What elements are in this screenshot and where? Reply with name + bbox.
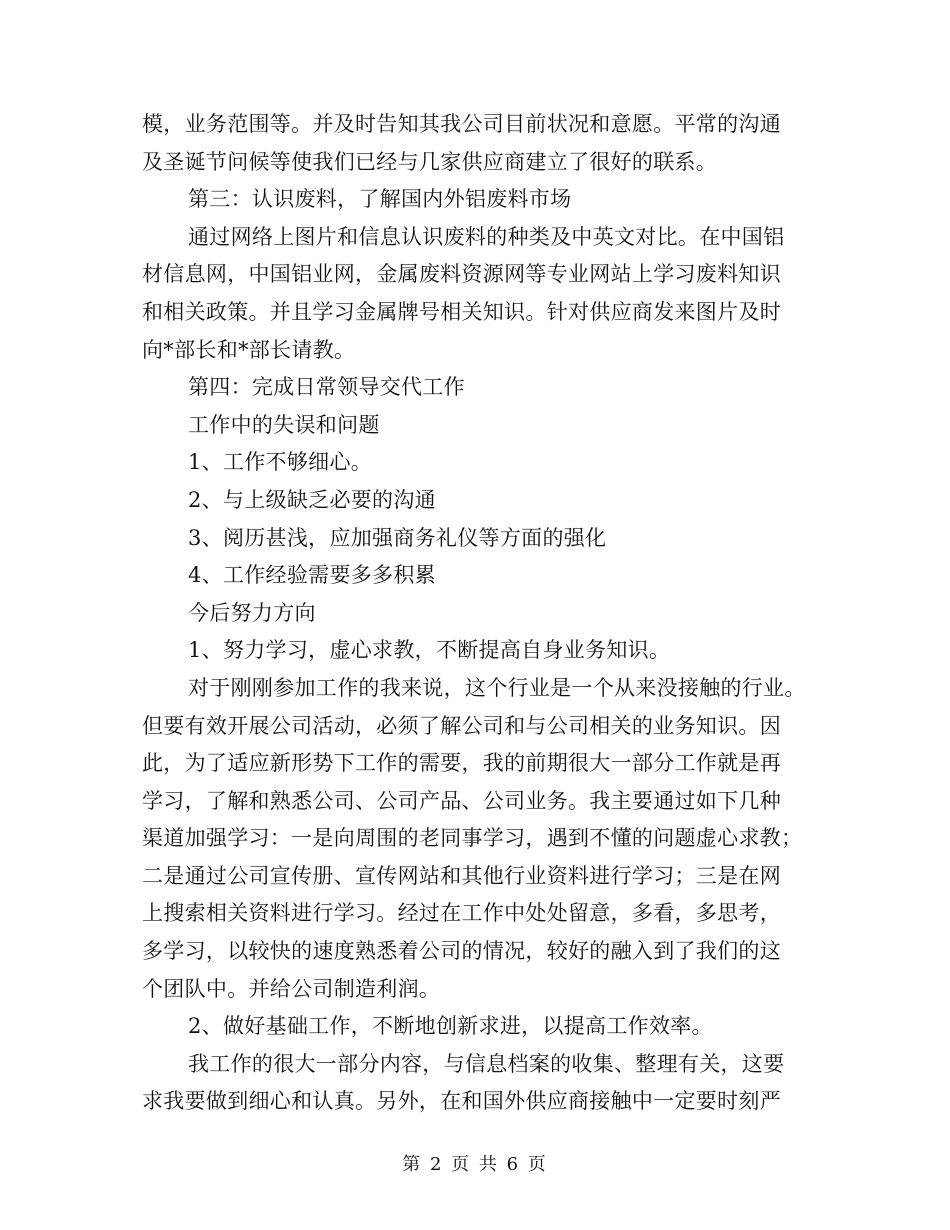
text-line: 及圣诞节问候等使我们已经与几家供应商建立了很好的联系。 (142, 149, 718, 174)
text-line: 对于刚刚参加工作的我来说，这个行业是一个从来没接触的行业。 (188, 675, 806, 700)
section-heading: 第三：认识废料，了解国内外铝废料市场 (188, 187, 572, 212)
text-line: 二是通过公司宣传册、宣传网站和其他行业资料进行学习；三是在网 (142, 863, 781, 888)
list-item: 4、工作经验需要多多积累 (188, 563, 436, 588)
text-line: 我工作的很大一部分内容，与信息档案的收集、整理有关，这要 (188, 1051, 785, 1076)
text-line: 个团队中。并给公司制造利润。 (142, 976, 441, 1001)
list-item: 1、工作不够细心。 (188, 450, 373, 475)
list-item: 3、阅历甚浅，应加强商务礼仪等方面的强化 (188, 525, 607, 550)
text-line: 材信息网，中国铝业网，金属废料资源网等专业网站上学习废料知识 (142, 262, 781, 287)
section-heading: 工作中的失误和问题 (188, 412, 380, 437)
list-item: 1、努力学习，虚心求教，不断提高自身业务知识。 (188, 638, 671, 663)
text-line: 此，为了适应新形势下工作的需要，我的前期很大一部分工作就是再 (142, 751, 781, 776)
section-heading: 今后努力方向 (188, 600, 316, 625)
list-item: 2、做好基础工作，不断地创新求进，以提高工作效率。 (188, 1014, 713, 1039)
text-line: 但要有效开展公司活动，必须了解公司和与公司相关的业务知识。因 (142, 713, 781, 738)
text-line: 求我要做到细心和认真。另外，在和国外供应商接触中一定要时刻严 (142, 1089, 781, 1114)
text-line: 学习，了解和熟悉公司、公司产品、公司业务。我主要通过如下几种 (142, 788, 781, 813)
section-heading: 第四：完成日常领导交代工作 (188, 375, 465, 400)
list-item: 2、与上级缺乏必要的沟通 (188, 487, 436, 512)
text-line: 多学习，以较快的速度熟悉着公司的情况，较好的融入到了我们的这 (142, 939, 781, 964)
page-number-footer: 第 2 页 共 6 页 (402, 1154, 548, 1175)
text-line: 渠道加强学习：一是向周围的老同事学习，遇到不懂的问题虚心求教； (142, 826, 803, 851)
text-line: 向*部长和*部长请教。 (142, 337, 356, 362)
document-body (142, 106, 810, 1121)
text-line: 通过网络上图片和信息认识废料的种类及中英文对比。在中国铝 (188, 224, 785, 249)
text-line: 和相关政策。并且学习金属牌号相关知识。针对供应商发来图片及时 (142, 299, 781, 324)
text-line: 上搜索相关资料进行学习。经过在工作中处处留意，多看，多思考， (142, 901, 781, 926)
text-line: 模，业务范围等。并及时告知其我公司目前状况和意愿。平常的沟通 (142, 112, 781, 136)
